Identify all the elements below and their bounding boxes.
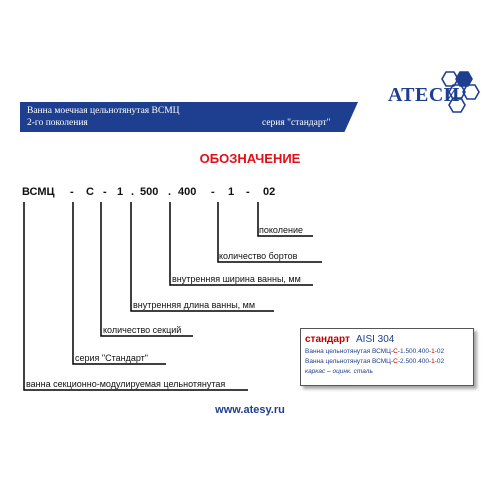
code-separator: - (211, 186, 215, 198)
desc-length: внутренняя длина ванны, мм (133, 300, 256, 310)
code-part-width: 400 (178, 186, 197, 198)
code-part-length: 500 (140, 186, 159, 198)
banner-subtitle: 2-го поколения (27, 118, 88, 128)
desc-sections: количество секций (103, 325, 182, 335)
code-separator: - (103, 186, 107, 198)
spec-note: каркас – оцинк. сталь (305, 368, 373, 375)
code-part-model: ВСМЦ (22, 186, 55, 198)
spec-line-2: Ванна цельнотянутая ВСМЦ-С-2.500.400-1-02 (305, 358, 445, 365)
desc-width: внутренняя ширина ванны, мм (172, 274, 301, 284)
page-title: ОБОЗНАЧЕНИЕ (199, 151, 301, 166)
desc-series: серия "Стандарт" (75, 353, 148, 363)
code-part-sections: 1 (117, 186, 124, 198)
website-link[interactable]: www.atesy.ru (215, 404, 285, 416)
logo-text: АТЕСИ (388, 84, 460, 106)
code-separator: - (70, 186, 74, 198)
desc-bath-type: ванна секционно-модулируемая цельнотянутая (26, 379, 226, 389)
code-part-generation: 02 (263, 186, 276, 198)
code-part-sides: 1 (228, 186, 235, 198)
code-dot: . (131, 186, 135, 198)
code-part-series: С (86, 186, 94, 198)
spec-line-1: Ванна цельнотянутая ВСМЦ-С-1.500.400-1-02 (305, 348, 445, 355)
code-dot: . (168, 186, 172, 198)
spec-title: стандарт (305, 334, 350, 345)
desc-generation: поколение (259, 225, 303, 235)
banner-title: Ванна моечная цельнотянутая ВСМЦ (27, 106, 180, 116)
code-separator: - (246, 186, 250, 198)
spec-material: AISI 304 (356, 334, 395, 345)
desc-sides: количество бортов (219, 251, 298, 261)
banner-series: серия "стандарт" (262, 118, 331, 128)
